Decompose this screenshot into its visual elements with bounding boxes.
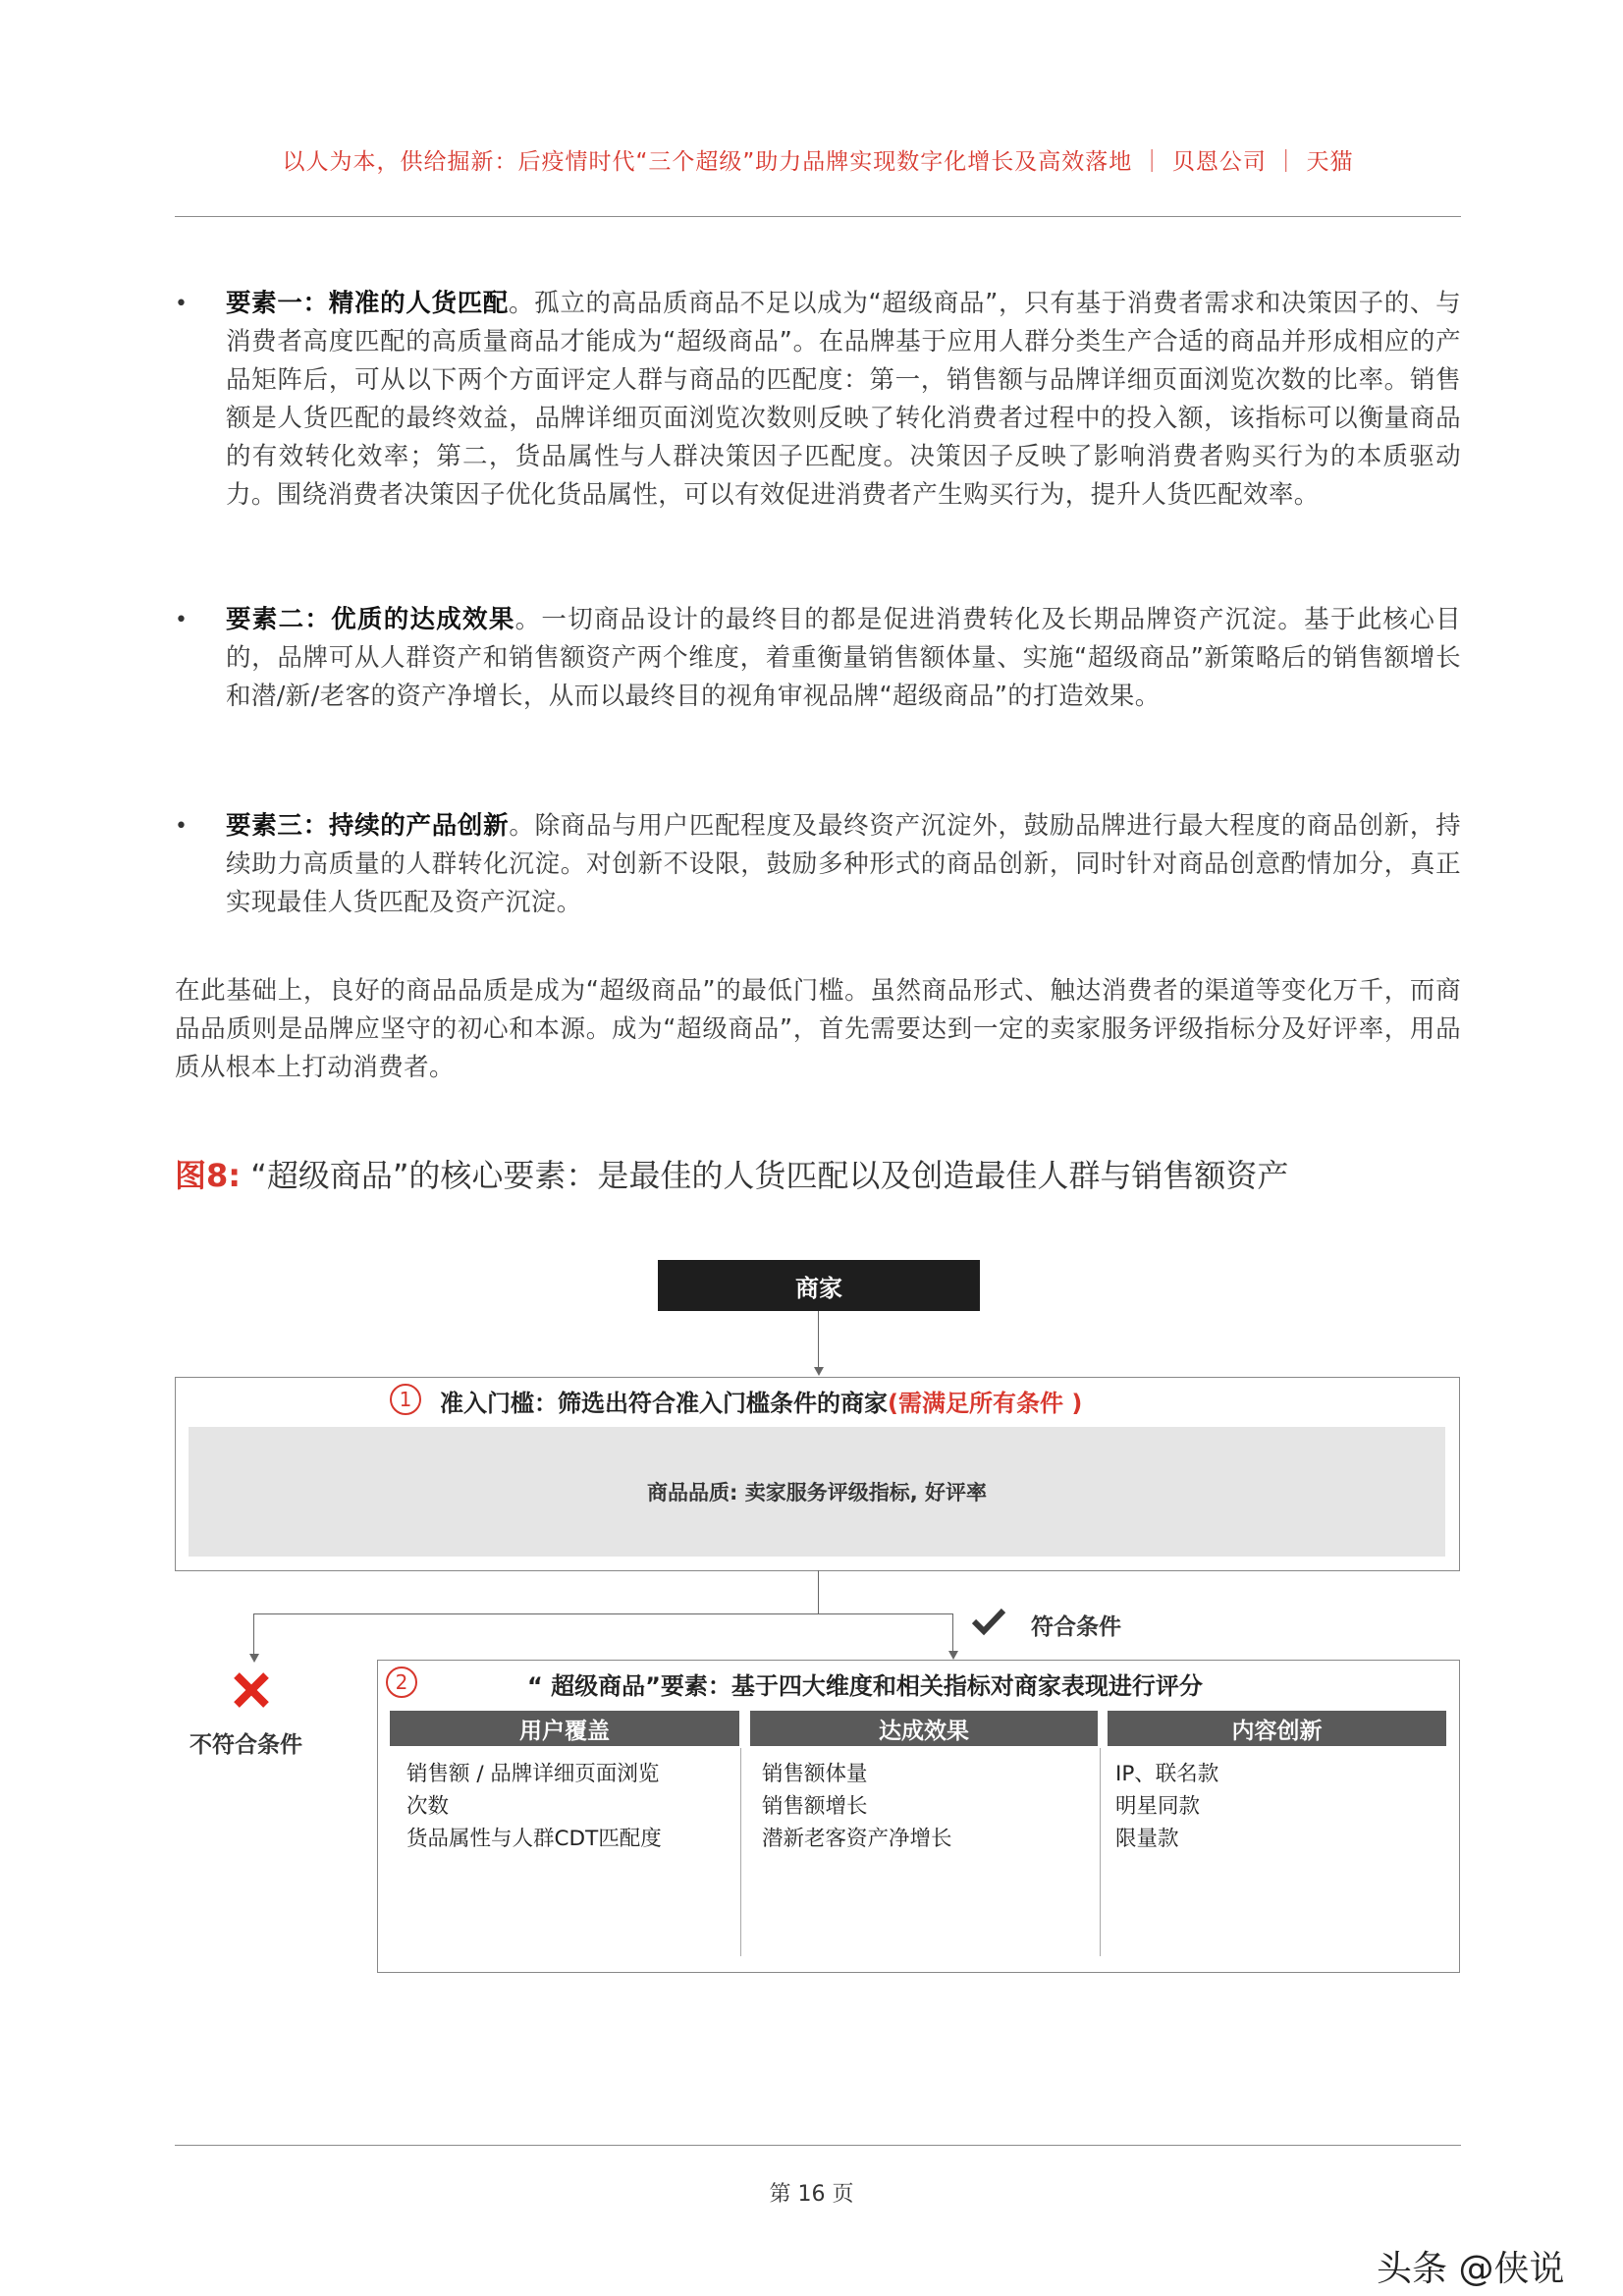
branch-line: [253, 1613, 952, 1614]
bullet-body: 。除商品与用户匹配程度及最终资产沉淀外，鼓励品牌进行最大程度的商品创新，持续助力高质量的人群转化沉淀。对创新不设限，鼓励多种形式的商品创新，同时针对商品创意酌情加分，真正实现最佳人货匹配及资产沉淀。: [226, 811, 1461, 917]
column-header-innovation: 内容创新: [1108, 1711, 1446, 1746]
arrow-down-icon: [948, 1651, 958, 1660]
bullet-item-3: [175, 807, 1461, 922]
bullet-marker: •: [175, 814, 188, 839]
bullet-text: [226, 807, 1461, 922]
page-header: 以人为本，供给掘新：后疫情时代“三个超级”助力品牌实现数字化增长及高效落地 ｜ 贝恩公司 ｜ 天猫: [282, 149, 1354, 175]
bullet-text: [226, 285, 1461, 515]
bullet-title: 要素二：优质的达成效果: [226, 605, 515, 634]
step2-title: “ 超级商品”要素：基于四大维度和相关指标对商家表现进行评分: [527, 1672, 1203, 1700]
bullet-body: 。孤立的高品质商品不足以成为“超级商品”，只有基于消费者需求和决策因子的、与消费者高度匹配的高质量商品才能成为“超级商品”。在品牌基于应用人群分类生产合适的商品并形成相应的产品矩阵后，可从以下两个方面评定人群与商品的匹配度：第一，销售额与品牌详细页面浏览次数的比率。销售额是人货匹配的最终效益，品牌详细页面浏览次数则反映了转化消费者过程中的投入额，该指标可以衡量商品的有效转化效率；第二，货品属性与人群决策因子匹配度。决策因子反映了影响消费者购买行为的本质驱动力。围绕消费者决策因子优化货品属性，可以有效促进消费者产生购买行为，提升人货匹配效率。: [226, 289, 1462, 510]
column-divider: [740, 1748, 741, 1956]
step1-title: [440, 1384, 1082, 1418]
step-number-1: 1: [390, 1384, 421, 1415]
bullet-title: 要素一：精准的人货匹配: [226, 289, 509, 318]
bullet-item-2: [175, 601, 1461, 716]
bullet-marker: •: [175, 292, 188, 316]
column-items-user-coverage: [406, 1758, 662, 1855]
cross-icon: [231, 1669, 272, 1711]
bullet-item-1: [175, 285, 1461, 515]
merchant-box: 商家: [658, 1260, 980, 1311]
column-header-results: 达成效果: [750, 1711, 1098, 1746]
column-header-user-coverage: 用户覆盖: [390, 1711, 739, 1746]
bullet-title: 要素三：持续的产品创新: [226, 811, 510, 841]
arrow-down-icon: [249, 1654, 259, 1663]
column-items-results: [762, 1758, 952, 1855]
figure-title: [175, 1151, 1288, 1196]
bullet-text: [226, 601, 1461, 716]
list-item: 销售额 / 品牌详细页面浏览: [406, 1762, 660, 1786]
arrow-down-icon: [814, 1367, 824, 1376]
connector-line: [253, 1613, 254, 1655]
figure-number: 图8:: [175, 1157, 242, 1194]
step1-title-text: 准入门槛：筛选出符合准入门槛条件的商家: [440, 1390, 888, 1417]
pass-label: 符合条件: [1031, 1614, 1121, 1640]
page-number: 第 16 页: [769, 2182, 854, 2207]
column-divider: [1100, 1748, 1101, 1956]
fail-label: 不符合条件: [189, 1732, 302, 1758]
list-item: 销售额体量: [762, 1762, 868, 1786]
step1-title-note: (需满足所有条件 ): [888, 1390, 1083, 1417]
figure-caption: “超级商品”的核心要素：是最佳的人货匹配以及创造最佳人群与销售额资产: [250, 1157, 1289, 1194]
header-divider: [175, 216, 1461, 217]
list-item: 销售额增长: [762, 1794, 868, 1819]
checkmark-icon: [971, 1607, 1006, 1636]
footer-divider: [175, 2145, 1461, 2146]
list-item: 限量款: [1115, 1827, 1179, 1851]
connector-line: [952, 1613, 953, 1651]
step-number-2: 2: [386, 1667, 417, 1698]
list-item: IP、联名款: [1115, 1762, 1219, 1786]
bullet-marker: •: [175, 608, 188, 632]
list-item: 潜新老客资产净增长: [762, 1827, 952, 1851]
list-item: 货品属性与人群CDT匹配度: [406, 1827, 662, 1851]
bullet-body: 。一切商品设计的最终目的都是促进消费转化及长期品牌资产沉淀。基于此核心目的，品牌可从人群资产和销售额资产两个维度，着重衡量销售额体量、实施“超级商品”新策略后的销售额增长和潜/新/老客的资产净增长，从而以最终目的视角审视品牌“超级商品”的打造效果。: [226, 605, 1462, 711]
quality-criteria-panel: 商品品质: 卖家服务评级指标, 好评率: [189, 1427, 1445, 1557]
connector-line: [818, 1311, 819, 1367]
body-paragraph: 在此基础上，良好的商品品质是成为“超级商品”的最低门槛。虽然商品形式、触达消费者的渠道等变化万千，而商品品质则是品牌应坚守的初心和本源。成为“超级商品”，首先需要达到一定的卖家服务评级指标分及好评率，用品质从根本上打动消费者。: [175, 976, 1461, 1082]
list-item: 次数: [406, 1794, 450, 1819]
column-items-innovation: [1115, 1758, 1218, 1855]
list-item: 明星同款: [1115, 1794, 1201, 1819]
watermark: 头条 @侠说: [1377, 2249, 1565, 2289]
connector-line: [818, 1570, 819, 1613]
